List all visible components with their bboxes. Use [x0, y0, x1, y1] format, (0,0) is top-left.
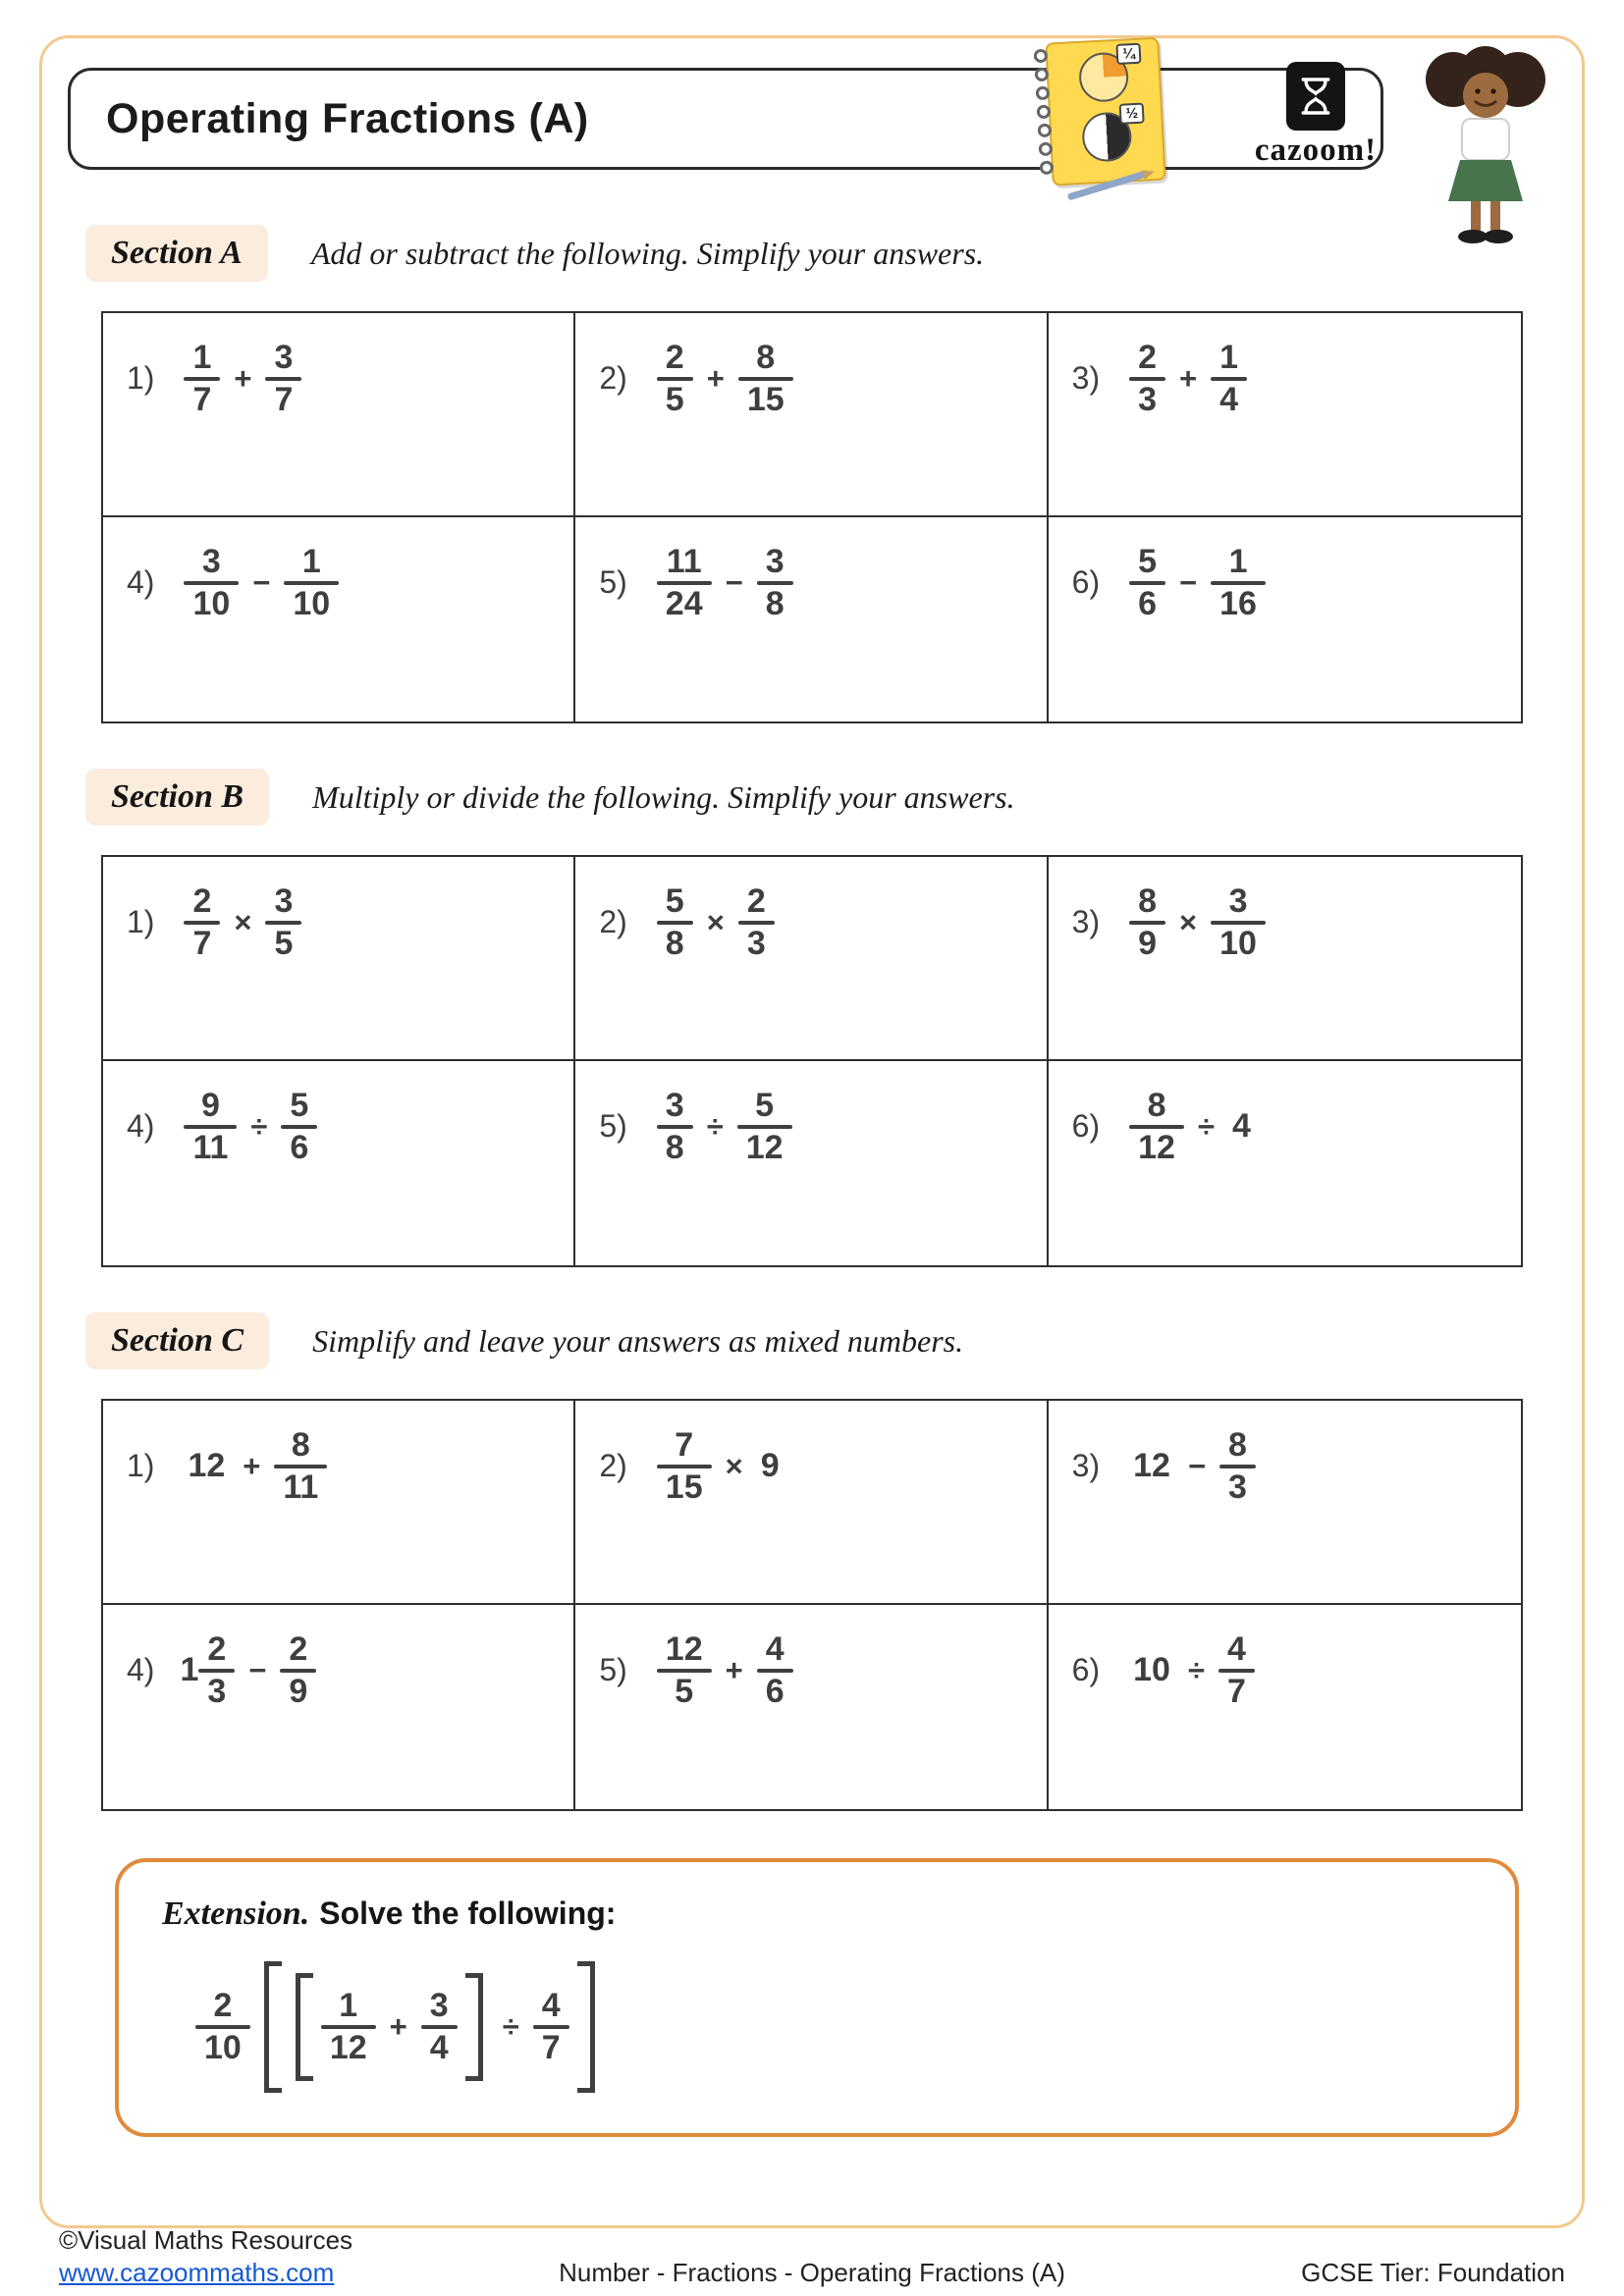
extension-prompt: Solve the following:: [319, 1896, 617, 1931]
problem-cell: [1049, 1061, 1521, 1265]
fraction-denominator: 10: [293, 584, 331, 622]
fraction-denominator: 3: [1138, 380, 1158, 418]
fraction-denominator: 7: [541, 2029, 561, 2066]
fraction: [757, 543, 793, 622]
fraction-denominator: 4: [429, 2029, 449, 2066]
fraction: [657, 1426, 712, 1506]
fraction: [657, 1630, 712, 1710]
fraction-numerator: 1: [1219, 339, 1239, 376]
section-c-head: [85, 1312, 1523, 1369]
problem-cell: [103, 313, 575, 517]
fraction-denominator: 7: [1226, 1672, 1246, 1710]
quarter-pie-icon: [1078, 44, 1136, 103]
fraction: [737, 1087, 792, 1166]
operator: ÷: [502, 2009, 519, 2044]
cazoom-wordmark: cazoom!: [1254, 133, 1378, 168]
problem-cell: [1049, 1605, 1521, 1809]
problem: [599, 1087, 1038, 1166]
fraction: [265, 882, 301, 962]
problem-number: 2): [599, 1448, 627, 1484]
operator: ÷: [250, 1108, 268, 1144]
operator: ×: [234, 904, 252, 939]
problem-number: 1): [127, 360, 155, 397]
operator: ÷: [1187, 1652, 1205, 1687]
problem: [127, 1087, 566, 1166]
problem-cell: [103, 1401, 575, 1605]
fraction: [657, 543, 712, 622]
fraction-numerator: 5: [755, 1087, 775, 1124]
fraction-numerator: 5: [290, 1087, 309, 1124]
fraction-numerator: 12: [665, 1630, 703, 1668]
integer: 4: [1231, 1107, 1251, 1146]
fraction: [321, 1987, 376, 2066]
section-a-problems-grid: [101, 311, 1523, 723]
fraction-numerator: 11: [666, 543, 702, 580]
fraction-denominator: 8: [765, 584, 785, 622]
fraction: [274, 1426, 327, 1506]
fraction-numerator: 2: [207, 1630, 227, 1668]
fraction-numerator: 8: [1228, 1426, 1247, 1464]
problem-number: 1): [127, 1448, 155, 1484]
problem: [599, 1630, 1038, 1710]
problem: [1072, 339, 1513, 418]
problem-cell: [575, 1605, 1048, 1809]
operator: ×: [706, 904, 725, 939]
fraction: [1218, 1630, 1255, 1710]
fraction-denominator: 10: [1219, 924, 1257, 962]
problem-cell: [103, 1605, 575, 1809]
fraction-denominator: 11: [192, 1128, 229, 1166]
fraction-denominator: 8: [665, 1128, 684, 1166]
half-fraction-label: ½: [1119, 103, 1145, 125]
problem: [1072, 1426, 1513, 1506]
fraction-denominator: 24: [665, 584, 703, 622]
fraction-numerator: 2: [213, 1987, 233, 2025]
expression: [653, 339, 797, 418]
website-link[interactable]: www.cazoommaths.com: [59, 2257, 335, 2287]
operator: −: [725, 564, 743, 600]
problem-cell: [1049, 517, 1521, 721]
fraction-numerator: 4: [1226, 1630, 1246, 1668]
expression: [180, 1630, 320, 1710]
extension-expression: [191, 1958, 1472, 2096]
expression: [1125, 543, 1270, 622]
operator: +: [389, 2009, 407, 2044]
page-title: Operating Fractions (A): [106, 94, 589, 142]
problem-number: 5): [599, 1652, 627, 1688]
section-a: [101, 225, 1523, 723]
fraction: [757, 1630, 793, 1710]
expression: [653, 543, 797, 622]
left-bracket-icon: [296, 1973, 313, 2081]
problem-number: 4): [127, 1108, 155, 1145]
fraction-denominator: 5: [675, 1672, 694, 1710]
problem-cell: [575, 517, 1048, 721]
fraction-numerator: 3: [274, 339, 294, 376]
copyright-text: ©Visual Maths Resources: [59, 2225, 353, 2255]
problem: [127, 1426, 566, 1506]
fraction-denominator: 10: [192, 584, 231, 622]
fraction-denominator: 3: [1228, 1468, 1247, 1506]
fraction-denominator: 12: [745, 1128, 784, 1166]
fraction: [284, 543, 339, 622]
expression: [1125, 882, 1270, 962]
problem-cell: [575, 313, 1048, 517]
fraction-numerator: 3: [429, 1987, 449, 2025]
expression: [653, 1630, 797, 1710]
problem: [599, 1426, 1038, 1506]
problem-number: 6): [1071, 1652, 1101, 1688]
fraction-numerator: 1: [192, 339, 212, 376]
fraction-denominator: 5: [665, 380, 684, 418]
fraction-numerator: 7: [675, 1426, 694, 1464]
fraction: [1129, 543, 1165, 622]
fraction: [657, 882, 693, 962]
fraction-numerator: 1: [339, 1987, 358, 2025]
problem-cell: [103, 517, 575, 721]
section-b-head: [85, 769, 1523, 826]
problem-number: 2): [599, 904, 627, 940]
fraction-denominator: 9: [289, 1672, 308, 1710]
integer: 9: [760, 1447, 780, 1485]
extension-box: [115, 1858, 1519, 2137]
fraction: [1129, 1087, 1184, 1166]
whole-number: 1: [180, 1651, 199, 1689]
operator: ÷: [706, 1108, 724, 1144]
fraction: [195, 1987, 250, 2066]
expression: [180, 882, 305, 962]
fraction-denominator: 7: [274, 380, 294, 418]
section-a-label: Section A: [85, 225, 268, 282]
notebook-illustration: [1025, 30, 1170, 192]
problem-cell: [575, 857, 1048, 1061]
cazoom-emblem: [1286, 62, 1345, 131]
section-b-instruction: Multiply or divide the following. Simplify your answers.: [312, 778, 1015, 815]
fraction-denominator: 8: [665, 924, 684, 962]
notebook-page: [1045, 37, 1165, 187]
problem-number: 2): [599, 360, 627, 397]
problem-number: 1): [127, 904, 155, 940]
problem-cell: [103, 857, 575, 1061]
expression: [180, 1426, 331, 1506]
problem-number: 6): [1071, 1108, 1101, 1145]
extension-label: Extension.: [162, 1896, 310, 1932]
problem: [127, 1630, 566, 1710]
fraction: [184, 882, 220, 962]
fraction-numerator: 1: [301, 543, 321, 580]
fraction-numerator: 3: [665, 1087, 684, 1124]
section-b: [101, 769, 1523, 1267]
fraction-denominator: 12: [329, 2029, 367, 2066]
problem: [599, 882, 1038, 962]
problem-number: 5): [599, 564, 627, 601]
footer-breadcrumb: Number - Fractions - Operating Fractions (A): [559, 2258, 1065, 2287]
section-c-label: Section C: [85, 1312, 269, 1369]
half-pie-icon: [1081, 104, 1139, 163]
operator: +: [1179, 360, 1198, 396]
operator: +: [234, 360, 252, 396]
extension-head: [162, 1896, 1472, 1933]
fraction: [280, 1630, 316, 1710]
operator: ÷: [1197, 1108, 1215, 1144]
problem-cell: [103, 1061, 575, 1265]
left-bracket-icon: [264, 1961, 282, 2093]
expression: [180, 339, 305, 418]
expression: [1125, 339, 1251, 418]
operator: ×: [1179, 904, 1198, 939]
section-b-label: Section B: [85, 769, 269, 826]
fraction-denominator: 3: [207, 1672, 227, 1710]
section-c-problems-grid: [101, 1399, 1523, 1811]
fraction-numerator: 4: [541, 1987, 561, 2025]
problem-cell: [1049, 1401, 1521, 1605]
problem-number: 5): [599, 1108, 627, 1145]
operator: −: [252, 564, 271, 600]
worksheet-card: [39, 35, 1585, 2228]
section-a-instruction: Add or subtract the following. Simplify your answers.: [310, 235, 985, 271]
problem: [127, 339, 566, 418]
problem-cell: [1049, 313, 1521, 517]
fraction-denominator: 4: [1219, 380, 1239, 418]
operator: +: [243, 1448, 261, 1483]
fraction: [421, 1987, 458, 2066]
operator: −: [1187, 1448, 1207, 1483]
section-c: [101, 1312, 1523, 1811]
problem-number: 3): [1071, 1448, 1101, 1484]
fraction-numerator: 3: [201, 543, 221, 580]
fraction: [1219, 1426, 1256, 1506]
fraction-denominator: 11: [283, 1468, 319, 1506]
fraction: [657, 1087, 693, 1166]
fraction-numerator: 2: [1138, 339, 1158, 376]
problem-number: 4): [127, 564, 155, 601]
fraction-denominator: 15: [746, 380, 785, 418]
fraction: [1129, 882, 1165, 962]
problem: [1072, 1087, 1513, 1166]
fraction-numerator: 1: [1228, 543, 1248, 580]
fraction-numerator: 3: [765, 543, 785, 580]
expression: [653, 1087, 796, 1166]
fraction: [738, 339, 793, 418]
problem: [599, 543, 1038, 622]
operator: +: [725, 1652, 743, 1687]
fraction-denominator: 6: [765, 1672, 785, 1710]
fraction: [184, 1087, 237, 1166]
operator: −: [1179, 564, 1198, 600]
fraction-denominator: 12: [1138, 1128, 1175, 1166]
operator: +: [706, 360, 725, 396]
footer-left: [59, 2224, 495, 2288]
problem-cell: [575, 1401, 1048, 1605]
problem-cell: [575, 1061, 1048, 1265]
expression: [1125, 1087, 1259, 1166]
fraction-numerator: 8: [1138, 882, 1158, 920]
fraction-numerator: 3: [1228, 882, 1248, 920]
fraction-denominator: 7: [192, 380, 212, 418]
fraction-denominator: 6: [290, 1128, 309, 1166]
problem-number: 4): [127, 1652, 155, 1688]
fraction-numerator: 2: [746, 882, 766, 920]
problem-number: 6): [1071, 564, 1101, 601]
fraction: [184, 543, 239, 622]
right-bracket-icon: [465, 1973, 483, 2081]
fraction: [1211, 339, 1247, 418]
fraction: [1211, 882, 1266, 962]
fraction-numerator: 3: [274, 882, 294, 920]
expression: [653, 882, 779, 962]
fraction: [265, 339, 301, 418]
fraction-numerator: 8: [291, 1426, 310, 1464]
expression: [653, 1426, 787, 1506]
fraction: [1211, 543, 1266, 622]
fraction-denominator: 16: [1219, 584, 1257, 622]
integer: 10: [1133, 1651, 1170, 1689]
fraction: [533, 1987, 569, 2066]
fraction-numerator: 5: [665, 882, 684, 920]
problem-cell: [1049, 857, 1521, 1061]
problem-number: 3): [1071, 360, 1101, 397]
fraction-denominator: 10: [204, 2029, 242, 2066]
problem-number: 3): [1071, 904, 1101, 940]
problem: [1072, 543, 1513, 622]
expression: [180, 543, 343, 622]
fraction: [1129, 339, 1165, 418]
fraction-numerator: 8: [1147, 1087, 1166, 1124]
fraction-numerator: 2: [665, 339, 684, 376]
fraction: [198, 1630, 235, 1710]
problem: [599, 339, 1038, 418]
cazoom-logo: [1242, 62, 1389, 169]
problem: [1072, 1630, 1513, 1710]
section-c-instruction: Simplify and leave your answers as mixed numbers.: [312, 1322, 964, 1359]
fraction-numerator: 2: [192, 882, 212, 920]
problem: [1072, 882, 1513, 962]
integer: 12: [1133, 1447, 1170, 1485]
expression: [1125, 1426, 1260, 1506]
problem: [127, 543, 566, 622]
fraction-denominator: 5: [274, 924, 294, 962]
mixed-number: [180, 1630, 239, 1710]
header: [42, 38, 1582, 195]
fraction-numerator: 2: [289, 1630, 308, 1668]
hourglass-icon: [1299, 77, 1332, 116]
student-character-illustration: [1407, 44, 1564, 255]
fraction-numerator: 9: [200, 1087, 220, 1124]
section-a-head: [85, 225, 1523, 282]
fraction: [738, 882, 775, 962]
integer: 12: [188, 1447, 226, 1485]
expression: [1125, 1630, 1259, 1710]
fraction-numerator: 5: [1138, 543, 1158, 580]
title-box: [68, 68, 1383, 170]
fraction: [184, 339, 220, 418]
operator: ×: [725, 1448, 743, 1483]
footer-tier-label: GCSE Tier: Foundation: [1301, 2258, 1565, 2287]
fraction-numerator: 8: [756, 339, 776, 376]
quarter-fraction-label: ¼: [1116, 43, 1142, 65]
footer: [59, 2224, 1565, 2288]
problem: [127, 882, 566, 962]
expression: [180, 1087, 321, 1166]
fraction-numerator: 4: [765, 1630, 785, 1668]
fraction-denominator: 3: [746, 924, 766, 962]
fraction: [657, 339, 693, 418]
fraction-denominator: 15: [665, 1468, 703, 1506]
operator: −: [248, 1652, 267, 1687]
section-b-problems-grid: [101, 855, 1523, 1267]
right-bracket-icon: [577, 1961, 595, 2093]
fraction-denominator: 7: [192, 924, 212, 962]
fraction-denominator: 6: [1138, 584, 1158, 622]
fraction: [281, 1087, 317, 1166]
worksheet-content: [42, 225, 1582, 2137]
fraction-denominator: 9: [1138, 924, 1158, 962]
